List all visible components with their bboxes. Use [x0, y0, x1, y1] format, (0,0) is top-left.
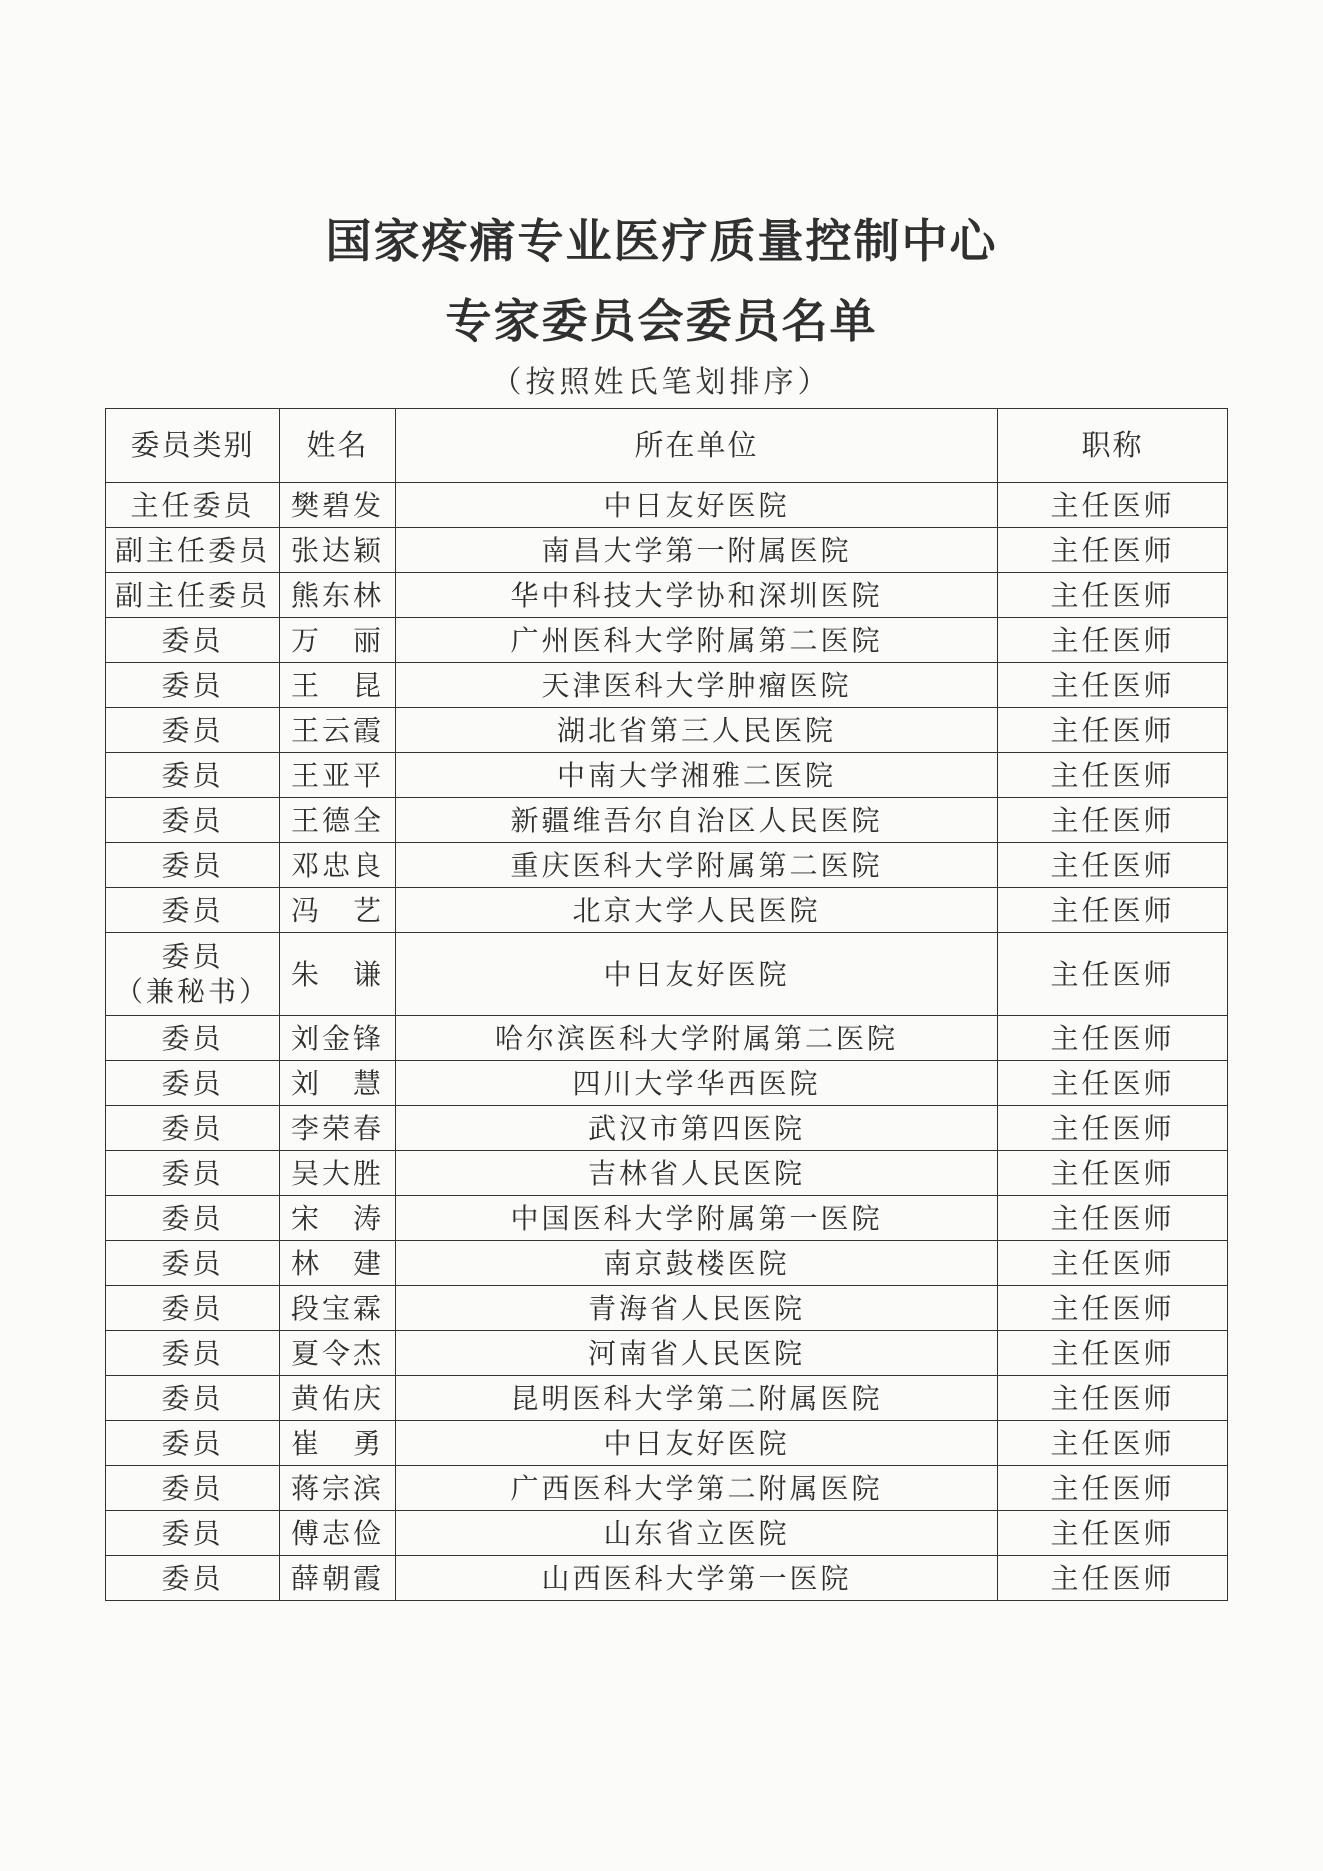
member-name-cell: 崔 勇	[280, 1421, 396, 1466]
member-title-cell: 主任医师	[998, 663, 1228, 708]
member-name-cell: 黄佑庆	[280, 1376, 396, 1421]
member-title-cell: 主任医师	[998, 933, 1228, 1016]
member-category-cell: 委员	[106, 1286, 280, 1331]
member-institution-cell: 南京鼓楼医院	[396, 1241, 998, 1286]
member-institution-cell: 青海省人民医院	[396, 1286, 998, 1331]
sort-note: （按照姓氏笔划排序）	[491, 365, 832, 400]
member-title-cell: 主任医师	[998, 1421, 1228, 1466]
member-name-cell: 樊碧发	[280, 483, 396, 528]
member-name-cell: 邓忠良	[280, 843, 396, 888]
table-row	[106, 1511, 1228, 1556]
member-title-cell: 主任医师	[998, 753, 1228, 798]
table-row	[106, 888, 1228, 933]
member-title-cell: 主任医师	[998, 843, 1228, 888]
table-row	[106, 1196, 1228, 1241]
member-title-cell: 主任医师	[998, 1196, 1228, 1241]
table-row	[106, 843, 1228, 888]
member-category-cell: 委员	[106, 1241, 280, 1286]
member-institution-cell: 山西医科大学第一医院	[396, 1556, 998, 1601]
member-institution-cell: 中国医科大学附属第一医院	[396, 1196, 998, 1241]
member-name-cell: 吴大胜	[280, 1151, 396, 1196]
member-institution-cell: 河南省人民医院	[396, 1331, 998, 1376]
member-institution-cell: 哈尔滨医科大学附属第二医院	[396, 1016, 998, 1061]
member-category-cell: 委员	[106, 1106, 280, 1151]
member-category-cell: 委员	[106, 708, 280, 753]
table-row	[106, 528, 1228, 573]
member-name-cell: 王云霞	[280, 708, 396, 753]
member-category-cell: 委员 （兼秘书）	[106, 933, 280, 1016]
member-category-cell: 委员	[106, 1016, 280, 1061]
member-institution-cell: 天津医科大学肿瘤医院	[396, 663, 998, 708]
member-category-cell: 副主任委员	[106, 573, 280, 618]
member-category-cell: 委员	[106, 798, 280, 843]
member-title-cell: 主任医师	[998, 618, 1228, 663]
member-name-cell: 傅志俭	[280, 1511, 396, 1556]
table-body	[106, 483, 1228, 1601]
member-name-cell: 王德全	[280, 798, 396, 843]
table-row	[106, 1331, 1228, 1376]
member-institution-cell: 湖北省第三人民医院	[396, 708, 998, 753]
member-title-cell: 主任医师	[998, 888, 1228, 933]
member-title-cell: 主任医师	[998, 1151, 1228, 1196]
table-row	[106, 798, 1228, 843]
member-institution-cell: 新疆维吾尔自治区人民医院	[396, 798, 998, 843]
member-name-cell: 朱 谦	[280, 933, 396, 1016]
member-institution-cell: 南昌大学第一附属医院	[396, 528, 998, 573]
member-category-cell: 委员	[106, 1196, 280, 1241]
member-table	[105, 408, 1228, 1601]
member-name-cell: 刘 慧	[280, 1061, 396, 1106]
member-category-cell: 副主任委员	[106, 528, 280, 573]
member-category-cell: 委员	[106, 1421, 280, 1466]
member-institution-cell: 重庆医科大学附属第二医院	[396, 843, 998, 888]
table-row	[106, 933, 1228, 1016]
member-category-cell: 主任委员	[106, 483, 280, 528]
table-row	[106, 573, 1228, 618]
member-category-cell: 委员	[106, 1331, 280, 1376]
member-institution-cell: 山东省立医院	[396, 1511, 998, 1556]
document-title-line2: 专家委员会委员名单	[445, 294, 878, 348]
member-name-cell: 薛朝霞	[280, 1556, 396, 1601]
table-row	[106, 483, 1228, 528]
table-row	[106, 1061, 1228, 1106]
header-category: 委员类别	[106, 409, 280, 483]
member-category-cell: 委员	[106, 1466, 280, 1511]
header-institution: 所在单位	[396, 409, 998, 483]
header-name: 姓名	[280, 409, 396, 483]
member-title-cell: 主任医师	[998, 1106, 1228, 1151]
member-title-cell: 主任医师	[998, 708, 1228, 753]
table-row	[106, 663, 1228, 708]
member-category-cell: 委员	[106, 1556, 280, 1601]
member-title-cell: 主任医师	[998, 1016, 1228, 1061]
member-name-cell: 宋 涛	[280, 1196, 396, 1241]
member-institution-cell: 昆明医科大学第二附属医院	[396, 1376, 998, 1421]
member-institution-cell: 四川大学华西医院	[396, 1061, 998, 1106]
member-category-cell: 委员	[106, 888, 280, 933]
member-category-cell: 委员	[106, 618, 280, 663]
table-row	[106, 1151, 1228, 1196]
member-category-cell: 委员	[106, 1151, 280, 1196]
table-row	[106, 1421, 1228, 1466]
member-name-cell: 冯 艺	[280, 888, 396, 933]
table-row	[106, 1016, 1228, 1061]
member-institution-cell: 武汉市第四医院	[396, 1106, 998, 1151]
member-title-cell: 主任医师	[998, 573, 1228, 618]
member-category-cell: 委员	[106, 663, 280, 708]
header-title: 职称	[998, 409, 1228, 483]
table-row	[106, 1556, 1228, 1601]
member-title-cell: 主任医师	[998, 483, 1228, 528]
member-name-cell: 夏令杰	[280, 1331, 396, 1376]
member-name-cell: 万 丽	[280, 618, 396, 663]
member-name-cell: 王 昆	[280, 663, 396, 708]
table-row	[106, 1466, 1228, 1511]
member-name-cell: 刘金锋	[280, 1016, 396, 1061]
member-institution-cell: 中日友好医院	[396, 933, 998, 1016]
member-institution-cell: 广西医科大学第二附属医院	[396, 1466, 998, 1511]
member-institution-cell: 中南大学湘雅二医院	[396, 753, 998, 798]
member-name-cell: 张达颖	[280, 528, 396, 573]
member-title-cell: 主任医师	[998, 1376, 1228, 1421]
member-name-cell: 李荣春	[280, 1106, 396, 1151]
member-category-cell: 委员	[106, 1511, 280, 1556]
member-institution-cell: 北京大学人民医院	[396, 888, 998, 933]
member-title-cell: 主任医师	[998, 1241, 1228, 1286]
member-institution-cell: 吉林省人民医院	[396, 1151, 998, 1196]
table-row	[106, 1106, 1228, 1151]
table-header-row	[106, 409, 1228, 483]
table-row	[106, 1376, 1228, 1421]
member-category-cell: 委员	[106, 753, 280, 798]
member-title-cell: 主任医师	[998, 1466, 1228, 1511]
member-institution-cell: 华中科技大学协和深圳医院	[396, 573, 998, 618]
member-name-cell: 王亚平	[280, 753, 396, 798]
member-title-cell: 主任医师	[998, 1331, 1228, 1376]
member-name-cell: 林 建	[280, 1241, 396, 1286]
member-title-cell: 主任医师	[998, 1556, 1228, 1601]
table-row	[106, 753, 1228, 798]
member-title-cell: 主任医师	[998, 798, 1228, 843]
member-name-cell: 蒋宗滨	[280, 1466, 396, 1511]
member-name-cell: 熊东林	[280, 573, 396, 618]
member-title-cell: 主任医师	[998, 1511, 1228, 1556]
table-row	[106, 618, 1228, 663]
member-title-cell: 主任医师	[998, 528, 1228, 573]
member-institution-cell: 广州医科大学附属第二医院	[396, 618, 998, 663]
member-name-cell: 段宝霖	[280, 1286, 396, 1331]
member-category-cell: 委员	[106, 1376, 280, 1421]
member-category-cell: 委员	[106, 1061, 280, 1106]
member-institution-cell: 中日友好医院	[396, 1421, 998, 1466]
member-title-cell: 主任医师	[998, 1286, 1228, 1331]
table-row	[106, 1286, 1228, 1331]
member-category-cell: 委员	[106, 843, 280, 888]
document-title: 国家疼痛专业医疗质量控制中心	[325, 214, 998, 268]
member-institution-cell: 中日友好医院	[396, 483, 998, 528]
table-row	[106, 1241, 1228, 1286]
table-row	[106, 708, 1228, 753]
member-title-cell: 主任医师	[998, 1061, 1228, 1106]
